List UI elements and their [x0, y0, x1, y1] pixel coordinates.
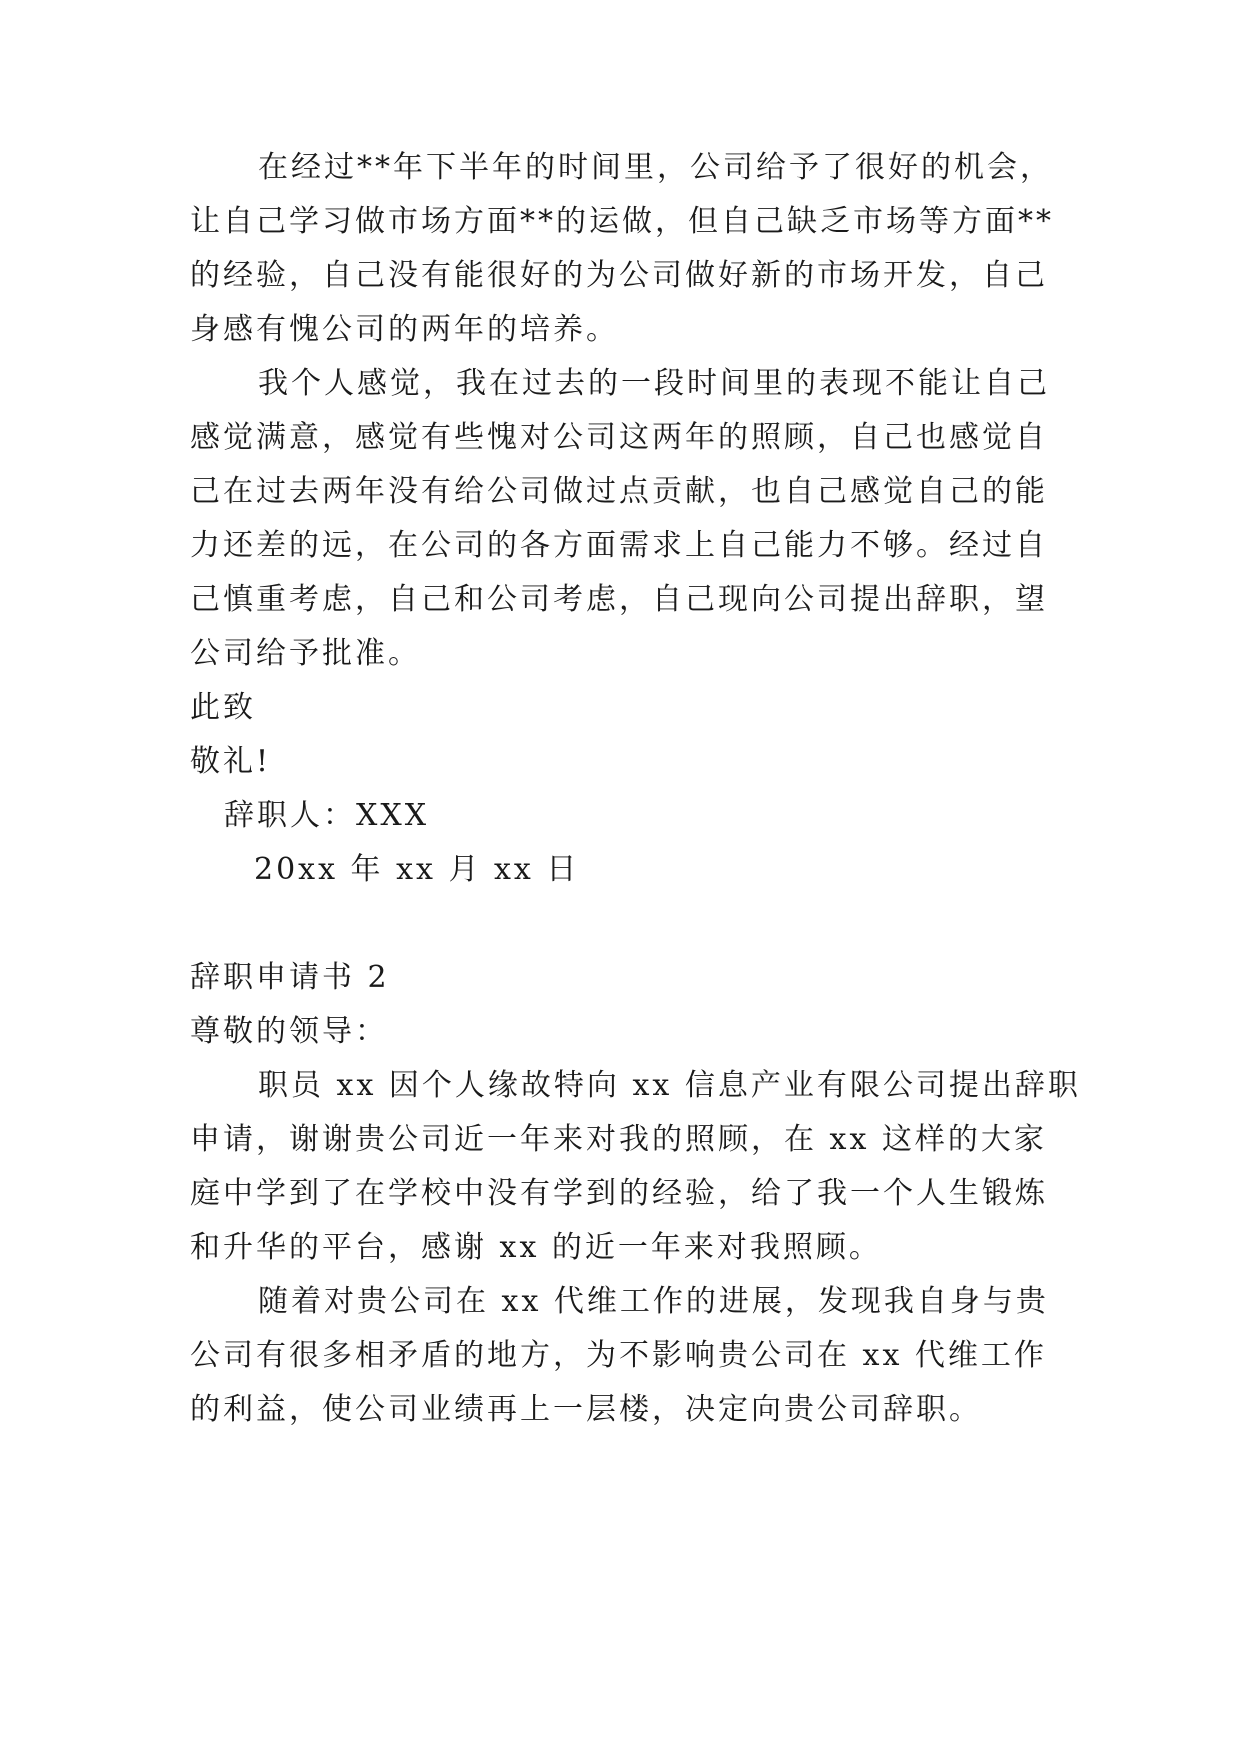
paragraph-line: 的利益，使公司业绩再上一层楼，决定向贵公司辞职。	[190, 1392, 982, 1427]
paragraph-line: 随着对贵公司在 xx 代维工作的进展，发现我自身与贵	[258, 1284, 1049, 1319]
paragraph-line: 的经验，自己没有能很好的为公司做好新的市场开发，自己	[190, 258, 1048, 293]
paragraph-line: 职员 xx 因个人缘故特向 xx 信息产业有限公司提出辞职	[258, 1068, 1081, 1103]
paragraph-line: 和升华的平台，感谢 xx 的近一年来对我照顾。	[190, 1230, 882, 1265]
paragraph-line: 身感有愧公司的两年的培养。	[190, 312, 619, 347]
paragraph-line: 我个人感觉，我在过去的一段时间里的表现不能让自己	[258, 366, 1050, 401]
closing-line: 敬礼!	[190, 744, 272, 779]
closing-line: 此致	[190, 690, 256, 725]
paragraph-line: 力还差的远，在公司的各方面需求上自己能力不够。经过自	[190, 528, 1048, 563]
paragraph-line: 让自己学习做市场方面**的运做，但自己缺乏市场等方面**	[190, 204, 1054, 239]
paragraph-line: 在经过**年下半年的时间里，公司给予了很好的机会，	[258, 150, 1053, 185]
paragraph-line: 公司给予批准。	[190, 636, 421, 671]
salutation: 尊敬的领导：	[190, 1014, 388, 1049]
signer: 辞职人：XXX	[224, 798, 430, 833]
paragraph-line: 感觉满意，感觉有些愧对公司这两年的照顾，自己也感觉自	[190, 420, 1048, 455]
date: 20xx 年 xx 月 xx 日	[254, 852, 580, 887]
paragraph-line: 申请，谢谢贵公司近一年来对我的照顾，在 xx 这样的大家	[190, 1122, 1047, 1157]
section-title: 辞职申请书 2	[190, 960, 390, 995]
paragraph-line: 公司有很多相矛盾的地方，为不影响贵公司在 xx 代维工作	[190, 1338, 1047, 1373]
paragraph-line: 己在过去两年没有给公司做过点贡献，也自己感觉自己的能	[190, 474, 1048, 509]
paragraph-line: 己慎重考虑，自己和公司考虑，自己现向公司提出辞职，望	[190, 582, 1048, 617]
paragraph-line: 庭中学到了在学校中没有学到的经验，给了我一个人生锻炼	[190, 1176, 1048, 1211]
